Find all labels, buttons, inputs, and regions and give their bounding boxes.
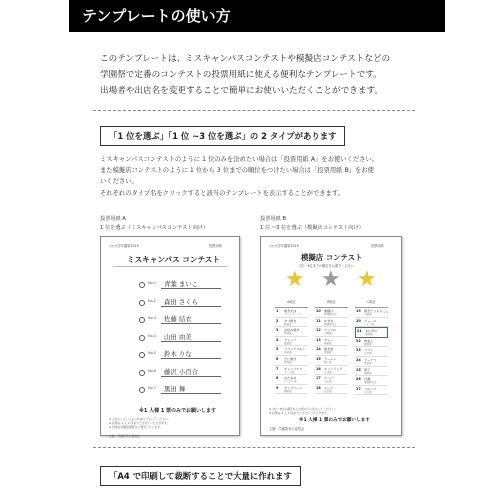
column-header: C地区 <box>355 299 388 308</box>
candidate-row[interactable] <box>139 297 249 311</box>
stall-name: チョコバナナ <box>284 366 303 371</box>
candidate-row[interactable] <box>139 349 249 363</box>
stall-name: 肉まん <box>364 338 374 343</box>
stall-club: 合唱部 <box>324 332 332 336</box>
stall-item[interactable] <box>315 327 348 337</box>
stall-club: 書道部 <box>364 361 372 365</box>
stall-number: 7 <box>276 366 279 371</box>
stall-name: 唐揚げ <box>324 309 334 313</box>
stall-name: かき氷 <box>324 318 334 323</box>
stall-name: スープ <box>324 385 333 390</box>
divider <box>93 447 415 448</box>
candidate-name: 青葉 まいこ <box>164 280 198 288</box>
stall-item[interactable] <box>275 356 308 366</box>
stall-item[interactable] <box>275 308 308 318</box>
column-header: A地区 <box>275 299 308 308</box>
stall-number: 14 <box>316 347 321 352</box>
stall-name: タコ焼き <box>284 318 297 323</box>
ballot-b-credit: 主催：学園祭実行委員会 <box>269 427 305 431</box>
stall-item[interactable] <box>355 357 388 367</box>
stall-name: カレー <box>324 337 334 342</box>
stall-column <box>355 299 388 395</box>
ballot-b-notes: ※ 1位〜3位の番号を上の星の下に記入してください。 ※ 投票は 1 人 1 回までとさせていただきます。 <box>269 407 338 416</box>
second-place-star-icon: ★ <box>321 267 341 292</box>
ballot-b-title: 模擬店 コンテスト <box>301 253 363 262</box>
stall-name: ホットドッグ <box>324 366 343 371</box>
stall-number: 18 <box>316 385 321 390</box>
stall-name: ポップコーン <box>284 385 303 390</box>
candidate-number: No.5 <box>148 351 157 355</box>
stall-name: ジュース <box>364 318 377 323</box>
stall-name: 焼きそば <box>284 309 297 313</box>
stall-number: 15 <box>316 356 321 361</box>
ballot-b-preview[interactable] <box>260 236 402 436</box>
candidate-row[interactable] <box>139 279 249 293</box>
stall-item[interactable] <box>275 318 308 328</box>
stall-item[interactable] <box>355 347 388 357</box>
stall-number: 10 <box>316 309 321 313</box>
stall-club: 料理研究会 <box>324 313 337 316</box>
stall-item[interactable] <box>355 386 388 396</box>
candidate-number: No.3 <box>148 316 157 320</box>
ballot-b-footer: ※1 人様 1 票のみでお願いします <box>299 418 370 423</box>
stall-club: 弓道部 <box>364 313 372 316</box>
ballot-a-label: 投票用紙 <box>209 244 222 248</box>
types-description: ミスキャンパスコンテストのように 1 位のみを決めたい場合は「投票用紙 A」をお使いください。 また模擬店コンテストのように 1 位から 3 位までの順位をつけたい場合は「投票用紙 B」をお使 いください。 それぞれのタイプ名をクリックすると該当のテンプレートを表示することができます。 <box>100 156 379 197</box>
stall-name: たい焼き <box>284 356 297 361</box>
stall-name: お好み焼き <box>284 328 300 333</box>
stall-item[interactable] <box>315 318 348 328</box>
stall-number: 23 <box>356 348 361 353</box>
stall-club: 演劇部 <box>284 389 292 393</box>
stall-name: ワッフル <box>324 328 337 333</box>
stall-club: ダンス部 <box>284 370 294 374</box>
sample-b-desc: 1 位 ~3 位を選ぶ（模擬店コンテスト向け） <box>260 225 364 231</box>
stall-number: 8 <box>276 376 279 381</box>
stall-name: パフェ <box>364 348 374 353</box>
candidate-row[interactable] <box>139 384 249 398</box>
stall-name: 甘酒 <box>364 377 371 382</box>
stall-item[interactable] <box>275 346 308 356</box>
stall-item[interactable] <box>315 308 348 318</box>
sample-a-name[interactable]: 投票用紙 A <box>100 216 126 222</box>
stall-item[interactable] <box>275 337 308 347</box>
candidate-row[interactable] <box>139 367 249 381</box>
candidate-name: 黒田 舞 <box>164 385 186 393</box>
stall-name: 焼き鳥 <box>324 347 334 352</box>
third-place-star-icon: ★ <box>357 267 377 292</box>
stall-name: クレープ <box>284 337 297 342</box>
stall-item[interactable] <box>315 375 348 385</box>
stall-club: バスケ部 <box>364 322 375 326</box>
candidate-name: 藤沢 小百合 <box>164 367 198 376</box>
stall-number: 27 <box>356 386 361 391</box>
ballot-a-footer: ※1 人様 1 票のみでお願いします <box>139 408 217 414</box>
stall-item[interactable] <box>315 385 348 395</box>
intro-text: このテンプレートは、ミスキャンパスコンテストや模擬店コンテストなどの 学園祭で定番のコンテストの投票用紙に使える便利なテンプレートです。 出場者や出店名を変更することで簡単にお使いいただくことができます。 <box>100 54 391 96</box>
stall-club: 囲碁部 <box>364 342 372 346</box>
stall-name: ドーナツ <box>364 357 377 362</box>
sample-b-caption[interactable] <box>260 215 364 233</box>
stall-name: わたあめ <box>284 376 297 381</box>
candidate-number: No.4 <box>148 333 157 338</box>
stall-column <box>315 299 348 394</box>
divider <box>93 110 415 111</box>
vote-circle[interactable] <box>139 352 145 358</box>
vote-circle[interactable] <box>139 387 145 393</box>
stall-item[interactable] <box>315 356 348 366</box>
stall-club: 野球部 <box>284 332 292 336</box>
stall-name: 団子 <box>364 367 371 372</box>
stall-number: 4 <box>276 337 279 342</box>
vote-circle[interactable] <box>139 335 145 341</box>
stall-number: 6 <box>276 356 279 361</box>
candidate-name: 森田 さくら <box>164 297 198 306</box>
ballot-b-event: ○○大学学園祭2019 <box>269 244 299 248</box>
stall-number: 2 <box>276 318 279 323</box>
stall-item[interactable] <box>275 327 308 337</box>
stall-number: 21 <box>357 329 362 334</box>
candidate-name: 佐藤 結衣 <box>164 315 192 323</box>
column-header: B地区 <box>315 299 348 308</box>
stall-name: フルーツ <box>364 386 377 391</box>
stall-club: テニス サークル <box>284 313 303 316</box>
stall-number: 24 <box>356 357 361 362</box>
stall-number: 3 <box>276 328 279 333</box>
stall-number: 5 <box>276 347 279 352</box>
stall-club: 山岳部 <box>324 380 332 384</box>
title-divider <box>113 266 227 267</box>
section-heading-types: 「1 位を選ぶ」「1 位 ~3 位を選ぶ」の 2 タイプがあります <box>100 126 345 146</box>
stall-name: ケバブ <box>324 376 334 381</box>
name-underline <box>161 376 221 377</box>
stall-club: 水泳部 <box>324 370 332 374</box>
ballot-b-subtitle: 1位〜3位までの順位をお書きください <box>299 264 355 268</box>
stall-item[interactable] <box>275 375 308 385</box>
stall-item[interactable] <box>355 308 388 318</box>
page-title: テンプレートの使い方 <box>82 7 231 25</box>
page-header <box>69 0 445 32</box>
stall-item[interactable] <box>355 327 388 338</box>
stall-column <box>275 299 308 394</box>
vote-circle[interactable] <box>139 317 145 323</box>
name-underline <box>161 306 221 307</box>
ballot-a-preview[interactable] <box>100 236 240 436</box>
name-underline <box>161 341 221 342</box>
stall-club: サッカー部 <box>284 380 297 384</box>
ballot-a-event: ○○大学学園祭2019 <box>109 244 139 248</box>
stall-item[interactable] <box>315 337 348 347</box>
section-heading-print: 「A4 で印刷して裁断することで大量に作れます <box>100 466 301 486</box>
stall-club: 天文部 <box>364 390 372 394</box>
candidate-name: 山田 由美 <box>164 332 192 341</box>
stall-item[interactable] <box>315 346 348 356</box>
first-place-star-icon: ★ <box>285 267 305 292</box>
candidate-name: 鈴木 りな <box>164 350 192 358</box>
stall-item[interactable] <box>355 318 388 328</box>
candidate-number: No.2 <box>148 298 157 303</box>
stall-number: 9 <box>276 385 279 390</box>
candidate-number: No.1 <box>148 281 157 285</box>
sample-a-desc: 1 位を選ぶ（ミスキャンパスコンテスト向け） <box>100 225 209 231</box>
candidate-row[interactable] <box>139 332 249 346</box>
stall-club: 剣道部 <box>324 341 332 345</box>
stall-club: 将棋部 <box>364 371 372 375</box>
stall-club: 軽音部 <box>284 322 292 326</box>
stall-club: 化学部 <box>364 352 372 356</box>
stall-number: 26 <box>356 377 361 382</box>
ballot-a-title: ミスキャンパス コンテスト <box>127 255 220 264</box>
name-underline <box>161 323 221 324</box>
stall-number: 17 <box>316 376 321 381</box>
stall-club: 落語研究会 <box>364 381 377 385</box>
candidate-number: No.6 <box>148 368 157 373</box>
stall-number: 22 <box>356 338 361 343</box>
stall-item[interactable] <box>355 367 388 377</box>
sample-b-name[interactable]: 投票用紙 B <box>260 216 286 222</box>
sample-a-caption[interactable] <box>100 215 208 233</box>
stall-club: 陸上部 <box>324 360 332 364</box>
stall-number: 12 <box>316 328 321 333</box>
stall-item[interactable] <box>315 366 348 376</box>
vote-circle[interactable] <box>139 370 145 376</box>
stall-number: 11 <box>316 318 321 323</box>
ballot-b-label: 投票用紙 <box>371 244 384 248</box>
stall-club: 映画研究会 <box>324 322 337 326</box>
ballot-a-notes: ※ 1 位にしたい人の○を塗りつぶしてください。 ※ 投票は 1 人 1 回までとさせていただきます。 ※ 結果は学園祭最終日に発表いたします。 主催：学園祭実行委員会 <box>109 417 171 438</box>
stall-club: 茶道部 <box>284 341 292 345</box>
stall-number: 25 <box>356 367 361 372</box>
stall-number: 19 <box>356 309 361 313</box>
stall-club: 美術部 <box>284 351 292 355</box>
stall-club: 柔道部 <box>324 351 332 355</box>
stall-name: フランクフルト <box>284 347 306 352</box>
vote-circle[interactable] <box>139 300 145 306</box>
stall-name: おにぎり <box>365 329 378 334</box>
vote-circle[interactable] <box>139 282 145 288</box>
stall-number: 16 <box>316 366 321 371</box>
stall-number: 13 <box>316 337 321 342</box>
stall-club: 卓球部 <box>365 333 373 337</box>
stall-name: ラーメン <box>324 356 337 361</box>
stall-item[interactable] <box>275 366 308 376</box>
stall-item[interactable] <box>355 376 388 386</box>
name-underline <box>161 358 221 359</box>
name-underline <box>161 393 221 394</box>
name-underline <box>161 288 221 289</box>
stall-name: 焼きとうもろこし <box>364 309 389 313</box>
stall-item[interactable] <box>355 338 388 348</box>
stall-club: 写真部 <box>284 360 292 364</box>
candidate-row[interactable] <box>139 314 249 328</box>
stall-number: 20 <box>356 318 361 323</box>
stall-item[interactable] <box>275 385 308 395</box>
stall-number: 1 <box>276 309 279 313</box>
candidate-number: No.7 <box>148 386 157 390</box>
stall-club: 文芸部 <box>324 389 332 393</box>
